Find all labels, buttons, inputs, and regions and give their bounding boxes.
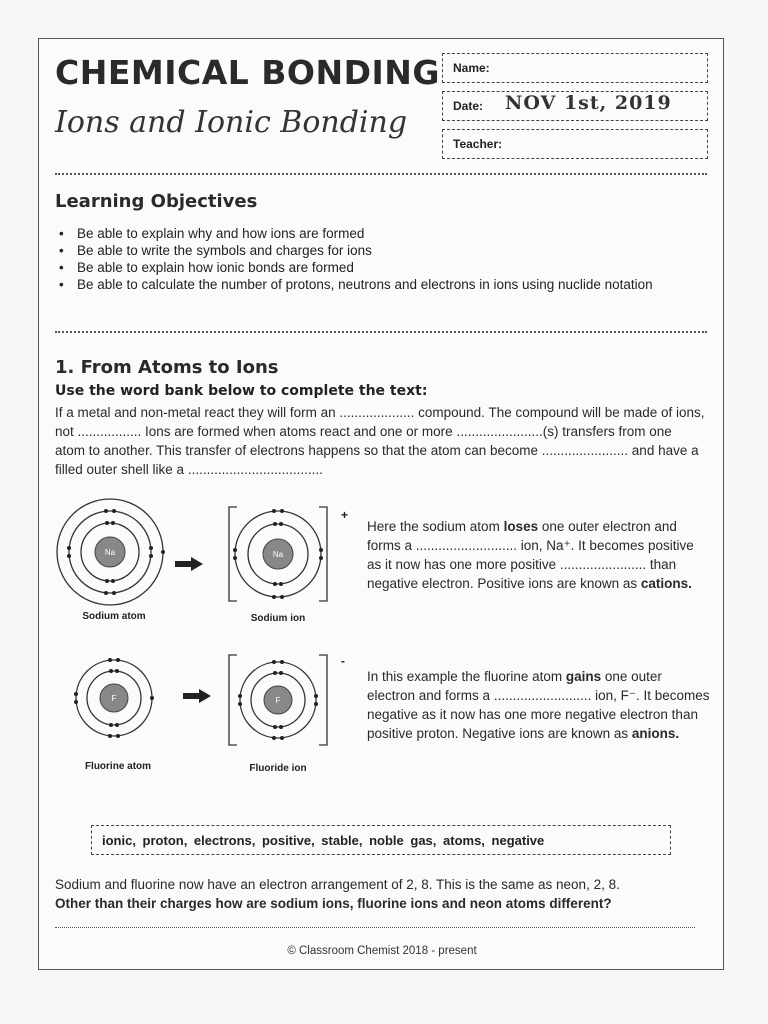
sodium-ion-diagram	[225, 505, 351, 605]
date-field-label: Date:	[453, 99, 484, 113]
answer-line[interactable]	[55, 927, 695, 928]
sodium-ion-symbol: Na	[272, 550, 284, 559]
list-item: • Be able to explain how ionic bonds are formed	[55, 259, 695, 276]
divider	[55, 173, 707, 175]
worksheet-page	[38, 38, 724, 970]
arrow-icon	[183, 689, 211, 703]
fluoride-ion-diagram	[225, 653, 351, 749]
divider	[55, 331, 707, 333]
closing-question: Other than their charges how are sodium ions, fluorine ions and neon atoms different?	[55, 896, 612, 911]
list-item: • Be able to calculate the number of protons, neutrons and electrons in ions using nuclide notation	[55, 276, 695, 293]
name-field[interactable]	[442, 53, 708, 83]
fluorine-atom-diagram	[69, 653, 159, 743]
sodium-atom-diagram	[55, 497, 173, 615]
sodium-atom-symbol: Na	[104, 548, 116, 557]
closing-statement: Sodium and fluorine now have an electron arrangement of 2, 8. This is the same as neon, 2, 8.	[55, 877, 620, 892]
word-bank: ionic, proton, electrons, positive, stable, noble gas, atoms, negative	[91, 825, 671, 855]
sodium-ion-label: Sodium ion	[250, 613, 306, 624]
sodium-explanation: Here the sodium atom loses one outer electron and forms a ........................... ion, Na⁺. It becomes positive as it now has one more positive ....................... than negative electron. Positive ions are known as cations.	[367, 519, 694, 591]
list-item: • Be able to write the symbols and charges for ions	[55, 242, 695, 259]
fill-in-paragraph: If a metal and non-metal react they will form an .................... compound. The compound will be made of ions, not ................. Ions are formed when atoms react and one or more .......................(s) transfers from one atom to another. This transfer of electrons happens so that the atom can become ....................... and have a filled outer shell like a ....................................	[55, 405, 705, 477]
section-heading: 1. From Atoms to Ions	[55, 357, 279, 378]
worksheet-subtitle: Ions and Ionic Bonding	[55, 105, 408, 140]
date-field-value: NOV 1st, 2019	[505, 92, 672, 114]
fluorine-explanation: In this example the fluorine atom gains one outer electron and forms a .......................... ion, F⁻. It becomes negative as it now has one more negative electron than positive proton. Negative ions are known as anions.	[367, 669, 710, 741]
sodium-atom-label: Sodium atom	[82, 611, 146, 622]
copyright-footer: © Classroom Chemist 2018 - present	[287, 945, 477, 957]
worksheet-title: CHEMICAL BONDING	[55, 53, 440, 92]
objectives-list	[55, 225, 695, 293]
teacher-field-label: Teacher:	[453, 137, 503, 151]
date-field[interactable]	[442, 91, 708, 121]
fluoride-ion-charge: -	[341, 654, 345, 668]
list-item: • Be able to explain why and how ions are formed	[55, 225, 695, 242]
sodium-ion-charge: +	[341, 508, 349, 522]
teacher-field[interactable]	[442, 129, 708, 159]
fluoride-ion-label: Fluoride ion	[249, 763, 307, 774]
fluorine-atom-symbol: F	[111, 694, 117, 703]
objectives-heading: Learning Objectives	[55, 191, 258, 212]
name-field-label: Name:	[453, 61, 490, 75]
fluoride-ion-symbol: F	[275, 696, 281, 705]
arrow-icon	[175, 557, 203, 571]
section-instruction: Use the word bank below to complete the text:	[55, 383, 428, 399]
fluorine-atom-label: Fluorine atom	[84, 761, 152, 772]
